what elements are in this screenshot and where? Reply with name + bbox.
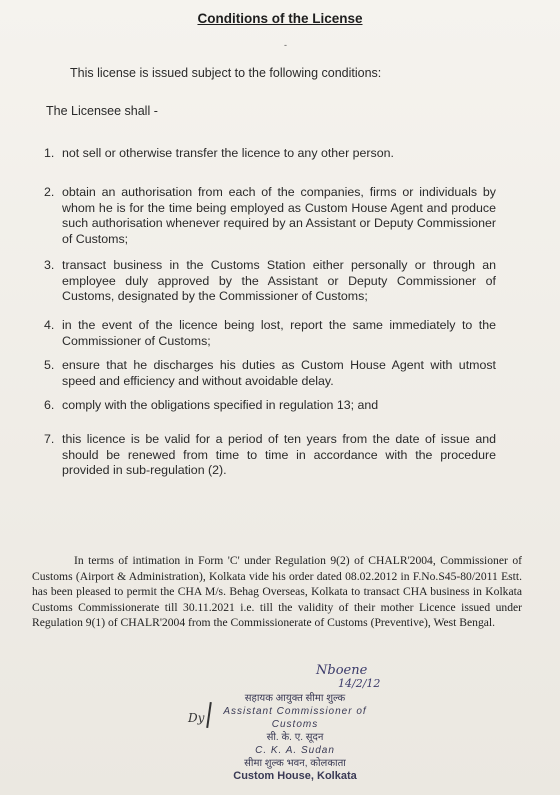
condition-item bbox=[44, 318, 496, 349]
condition-item bbox=[44, 185, 496, 247]
dy-mark: Dy bbox=[188, 711, 205, 725]
condition-text: this licence is be valid for a period of ten years from the date of issue and should be renewed from time to time in accordance with the procedure provided in sub-regulation (2). bbox=[62, 432, 496, 477]
document-title: Conditions of the License bbox=[197, 11, 363, 26]
condition-item bbox=[44, 398, 496, 414]
condition-item bbox=[44, 258, 496, 305]
top-mark: - bbox=[284, 40, 287, 50]
condition-item bbox=[44, 432, 496, 479]
stamp-hindi-name: सी. के. ए. सूदन bbox=[266, 732, 324, 743]
condition-text: ensure that he discharges his duties as Custom House Agent with utmost speed and efficiency and without avoidable delay. bbox=[62, 358, 496, 388]
signature-date: 14/2/12 bbox=[338, 677, 381, 690]
intro-text: This license is issued subject to the following conditions: bbox=[70, 66, 382, 80]
official-stamp bbox=[205, 692, 385, 783]
condition-number: 5. bbox=[44, 358, 55, 372]
licensee-shall-text: The Licensee shall - bbox=[46, 104, 158, 118]
stamp-hindi-title: सहायक आयुक्त सीमा शुल्क bbox=[244, 693, 346, 704]
condition-number: 1. bbox=[44, 146, 55, 160]
condition-text: in the event of the licence being lost, report the same immediately to the Commissioner of Customs; bbox=[62, 318, 496, 348]
endorsement-paragraph: In terms of intimation in Form 'C' under Regulation 9(2) of CHALR'2004, Commissioner of Customs (Airport & Administration), Kolkata vide his order dated 08.02.2012 in F.No.S45-80/2011 Estt. has been pleased to permit the CHA M/s. Behag Overseas, Kolkata to transact CHA business in Kolkata Customs Commissionerate till 30.11.2021 i.e. till the validity of their mother Licence issued under Regulation 9(1) of CHALR'2004 from the Commissionerate of Customs (Preventive), West Bengal. bbox=[32, 554, 522, 630]
stamp-name: C. K. A. Sudan bbox=[255, 745, 335, 756]
condition-item bbox=[44, 146, 496, 162]
stamp-office: Custom House, Kolkata bbox=[233, 770, 357, 782]
condition-number: 7. bbox=[44, 432, 55, 446]
stamp-designation: Assistant Commissioner of Customs bbox=[223, 706, 367, 730]
condition-text: obtain an authorisation from each of the companies, firms or individuals by whom he is for the time being employed as Custom House Agent and produce such authorisation whenever required by an Assistant or Deputy Commissioner of Customs; bbox=[62, 185, 496, 246]
condition-number: 4. bbox=[44, 318, 55, 332]
condition-text: transact business in the Customs Station either personally or through an employee duly approved by the Assistant or Deputy Commissioner of Customs, designated by the Commissioner of Customs; bbox=[62, 258, 496, 303]
condition-number: 3. bbox=[44, 258, 55, 272]
condition-item bbox=[44, 358, 496, 389]
signature-name: Nboene bbox=[316, 663, 368, 678]
condition-text: comply with the obligations specified in regulation 13; and bbox=[62, 398, 379, 412]
condition-number: 2. bbox=[44, 185, 55, 199]
condition-text: not sell or otherwise transfer the licence to any other person. bbox=[62, 146, 394, 160]
condition-number: 6. bbox=[44, 398, 55, 412]
stamp-hindi-office: सीमा शुल्क भवन, कोलकाता bbox=[244, 758, 346, 769]
